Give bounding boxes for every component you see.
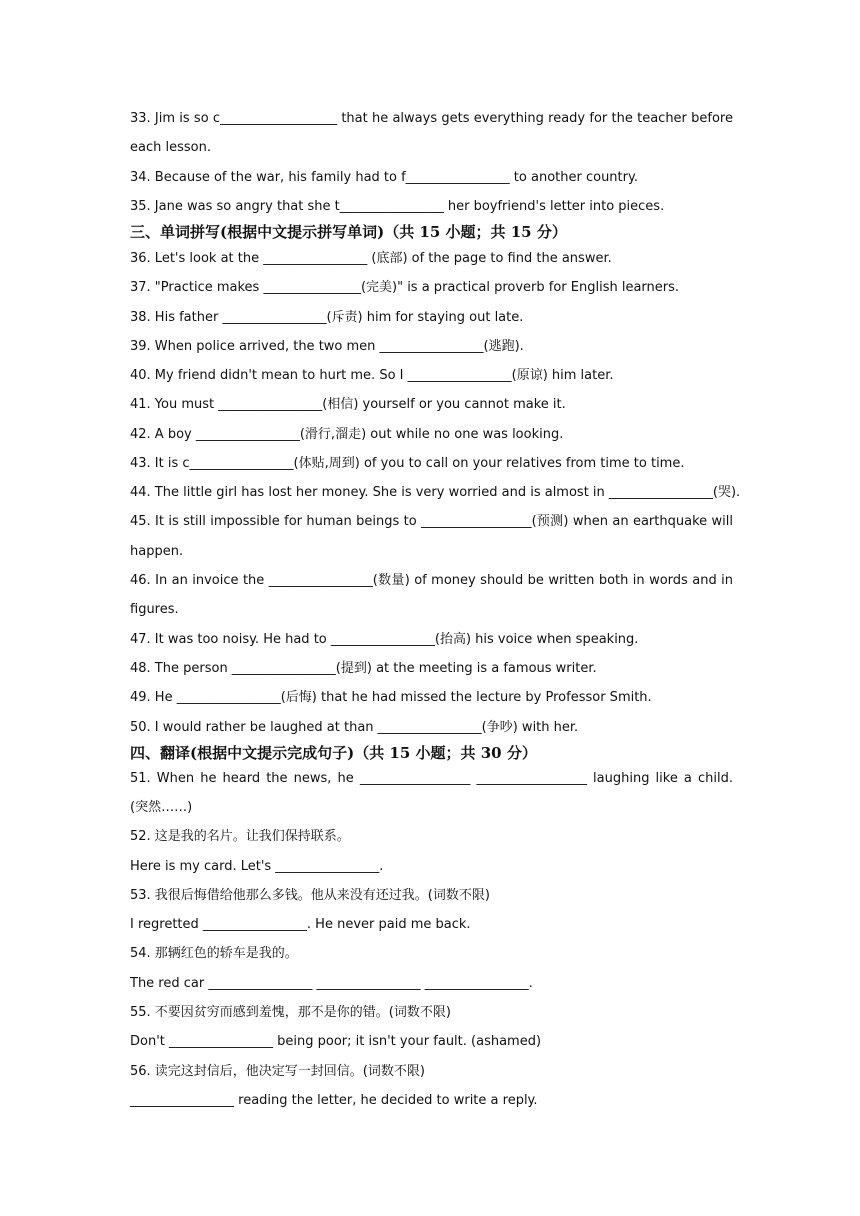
question-54-answer: The red car ________________ ________________ ________________. — [130, 976, 533, 991]
question-52-prompt: 52. 这是我的名片。让我们保持联系。 — [130, 829, 350, 844]
question-44: 44. The little girl has lost her money. She is very worried and is almost in ________________(哭). — [130, 485, 741, 500]
question-35: 35. Jane was so angry that she t________________ her boyfriend's letter into pieces. — [130, 199, 665, 214]
question-47: 47. It was too noisy. He had to ________________(抬高) his voice when speaking. — [130, 632, 639, 647]
question-36: 36. Let's look at the ________________ (底部) of the page to find the answer. — [130, 251, 612, 266]
question-41: 41. You must ________________(相信) yourself or you cannot make it. — [130, 397, 566, 412]
question-45: 45. It is still impossible for human beings to _________________(预测) when an earthquake will — [130, 514, 733, 529]
question-34: 34. Because of the war, his family had to f________________ to another country. — [130, 170, 638, 185]
question-53-answer: I regretted ________________. He never paid me back. — [130, 917, 471, 932]
question-42: 42. A boy ________________(滑行,溜走) out while no one was looking. — [130, 427, 564, 442]
question-37: 37. "Practice makes _______________(完美)" is a practical proverb for English learners. — [130, 280, 680, 295]
question-49: 49. He ________________(后悔) that he had missed the lecture by Professor Smith. — [130, 690, 652, 705]
question-56-answer: ________________ reading the letter, he decided to write a reply. — [130, 1093, 538, 1108]
question-55-answer: Don't ________________ being poor; it isn't your fault. (ashamed) — [130, 1034, 542, 1049]
question-33: 33. Jim is so c__________________ that he always gets everything ready for the teacher before — [130, 111, 733, 126]
question-54-prompt: 54. 那辆红色的轿车是我的。 — [130, 946, 298, 961]
question-56-prompt: 56. 读完这封信后，他决定写一封回信。(词数不限) — [130, 1064, 425, 1079]
section-4-heading: 四、翻译(根据中文提示完成句子)（共 15 小题；共 30 分） — [130, 744, 537, 762]
question-33-cont: each lesson. — [130, 140, 211, 155]
question-50: 50. I would rather be laughed at than ________________(争吵) with her. — [130, 720, 579, 735]
section-3-heading: 三、单词拼写(根据中文提示拼写单词)（共 15 小题；共 15 分） — [130, 223, 567, 241]
question-51: 51. When he heard the news, he _________________ _________________ laughing like a child. — [130, 771, 733, 786]
question-43: 43. It is c________________(体贴,周到) of you to call on your relatives from time to time. — [130, 456, 685, 471]
question-46-cont: figures. — [130, 602, 179, 617]
question-39: 39. When police arrived, the two men ________________(逃跑). — [130, 339, 524, 354]
question-46: 46. In an invoice the ________________(数量) of money should be written both in words and in — [130, 573, 733, 588]
question-48: 48. The person ________________(提到) at the meeting is a famous writer. — [130, 661, 597, 676]
question-51-hint: (突然……) — [130, 800, 193, 815]
question-52-answer: Here is my card. Let's ________________. — [130, 859, 384, 874]
question-40: 40. My friend didn't mean to hurt me. So I ________________(原谅) him later. — [130, 368, 614, 383]
question-55-prompt: 55. 不要因贫穷而感到羞愧，那不是你的错。(词数不限) — [130, 1005, 451, 1020]
question-38: 38. His father ________________(斥责) him for staying out late. — [130, 310, 524, 325]
question-45-cont: happen. — [130, 544, 184, 559]
question-53-prompt: 53. 我很后悔借给他那么多钱。他从来没有还过我。(词数不限) — [130, 888, 490, 903]
